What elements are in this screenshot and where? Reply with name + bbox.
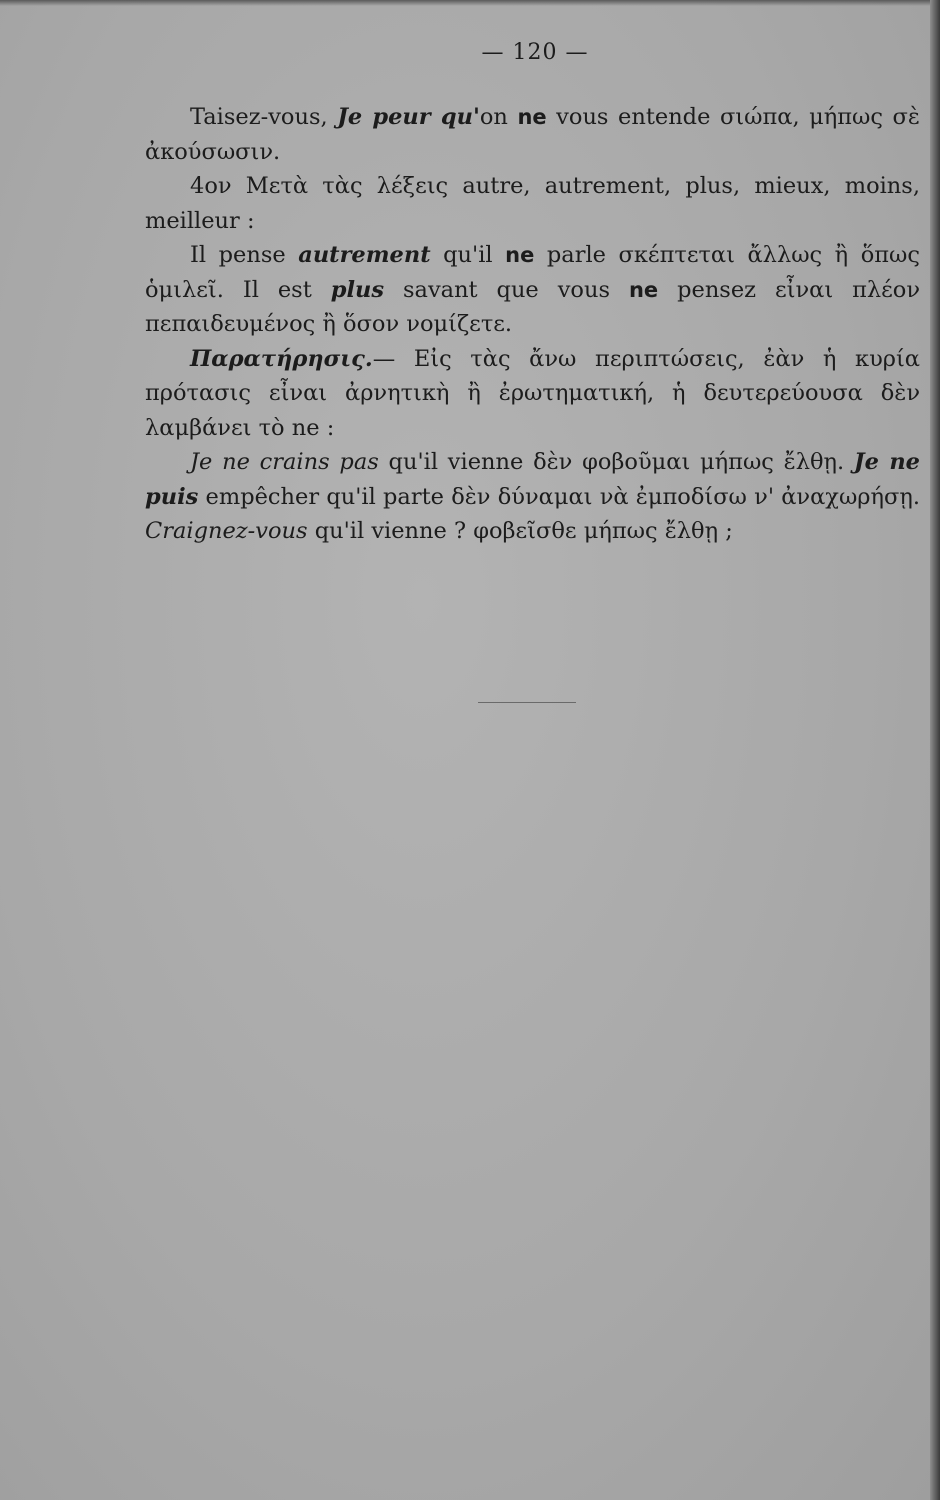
text-run: — Εἰς τὰς ἄνω περιπτώσεις, ἐὰν ἡ κυρία πρότασις εἶναι ἀρνητικὴ ἢ ἐρωτηματική, ἡ δευτερεύουσα δὲν λαμβάνει τὸ ne : — [145, 345, 920, 441]
text-run: qu'il — [430, 242, 506, 268]
paragraph-remark — [145, 342, 920, 446]
page-binding-shadow — [930, 0, 940, 1500]
page-number: — 120 — — [481, 40, 589, 65]
example-phrase: Je ne crains pas — [190, 449, 379, 475]
page-top-shadow — [0, 0, 940, 6]
text-run: qu'il vienne ? φοβεῖσθε μήπως ἔλθῃ ; — [307, 518, 733, 544]
text-run: savant que vous — [384, 276, 629, 303]
example-phrase: Je ne puis — [145, 449, 920, 510]
example-phrase: Je peur qu' — [337, 104, 480, 130]
example-phrase: Craignez-vous — [145, 518, 308, 544]
text-run: Taisez-vous, — [190, 104, 338, 130]
keyword-plus: plus — [330, 276, 385, 303]
text-run: parle σκέπτεται ἄλλως ἢ ὅπως ὁμιλεῖ. Il est — [145, 242, 920, 303]
ne-particle: ne — [505, 243, 535, 267]
text-run: vous entende σιώπα, μήπως σὲ ἀκούσωσιν. — [145, 104, 920, 165]
paragraph-taisez-vous — [145, 100, 920, 169]
text-run: Il pense — [190, 242, 299, 268]
remark-heading: Παρατήρησις. — [190, 345, 373, 372]
text-run: empêcher qu'il parte δὲν δύναμαι νὰ ἐμποδίσω ν' ἀναχωρήσῃ. — [198, 483, 920, 510]
text-run: 4ον Μετὰ τὰς λέξεις autre, autrement, plus, mieux, moins, meilleur : — [145, 173, 920, 234]
text-run: on — [479, 104, 518, 130]
body-text — [145, 100, 920, 549]
section-divider — [478, 702, 576, 703]
ne-particle: ne — [628, 277, 659, 302]
keyword-autrement: autrement — [298, 242, 431, 268]
paragraph-examples — [145, 238, 920, 342]
text-run: pensez εἶναι πλέον πεπαιδευμένος ἢ ὅσον νομίζετε. — [145, 276, 921, 337]
text-run: qu'il vienne δὲν φοβοῦμαι μήπως ἔλθῃ. — [378, 449, 854, 475]
paragraph-negative-examples — [145, 445, 920, 549]
paragraph-rule-4 — [145, 169, 920, 238]
ne-particle: ne — [517, 105, 547, 129]
